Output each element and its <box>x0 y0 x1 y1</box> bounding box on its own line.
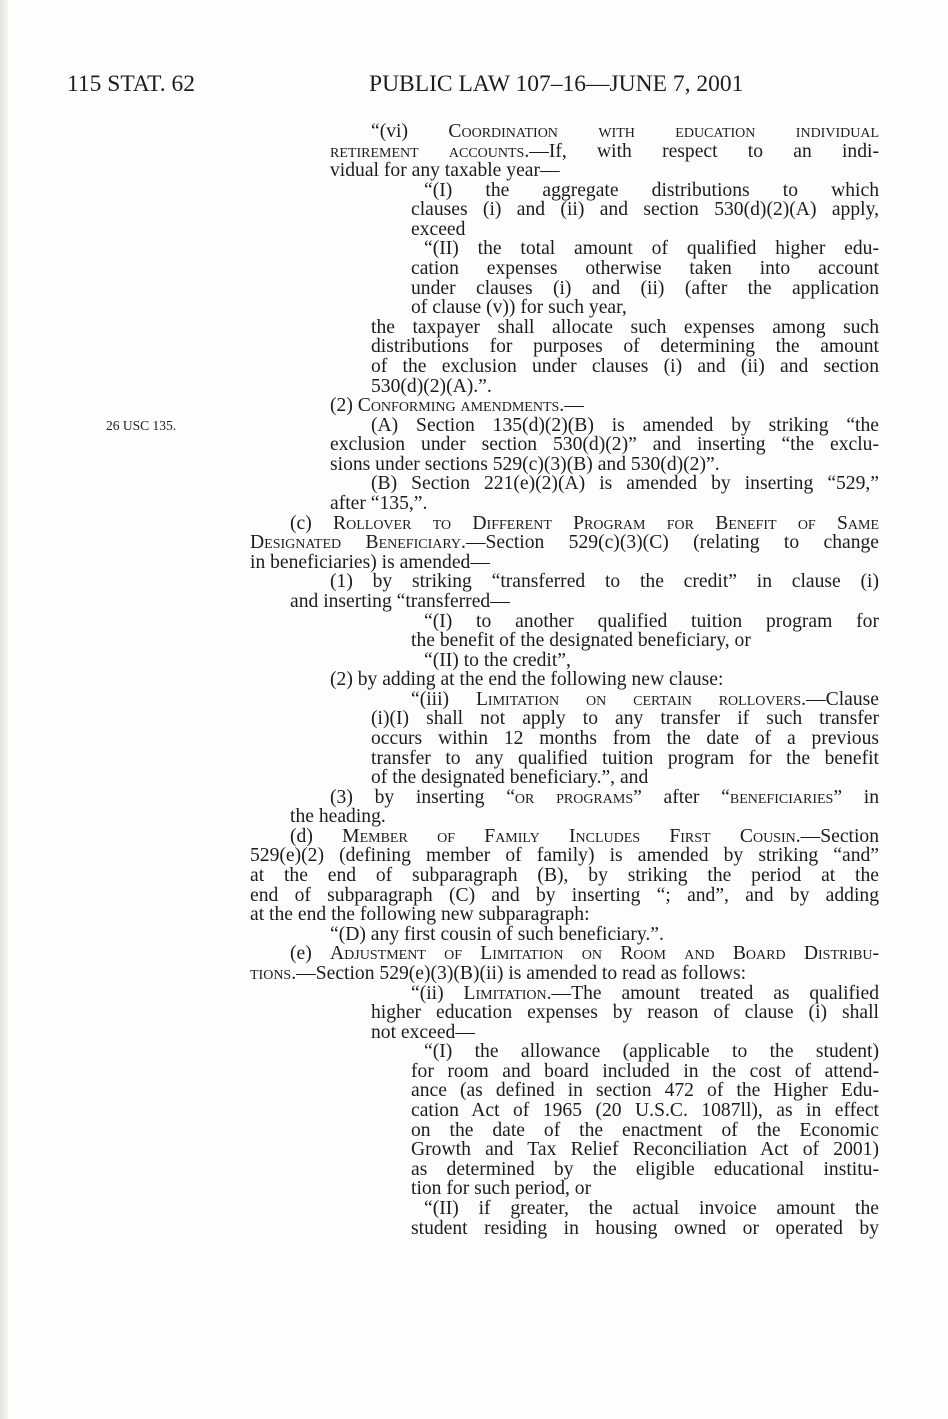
text-line: of clause (v)) for such year, <box>411 297 627 318</box>
text-line: the heading. <box>290 806 386 827</box>
text-line: the taxpayer shall allocate such expenses among such <box>371 317 879 338</box>
text-line: on the date of the enactment of the Economic <box>411 1120 879 1141</box>
text-line: (d) Member of Family Includes First Cousin.—Section <box>290 826 879 847</box>
text-line: tion for such period, or <box>411 1178 592 1199</box>
margin-note: 26 USC 135. <box>106 418 177 433</box>
text-line: retirement accounts.—If, with respect to an indi- <box>330 141 879 162</box>
text-line: in beneficiaries) is amended— <box>250 552 490 573</box>
text-line: at the end of subparagraph (B), by striking the period at the <box>250 865 879 886</box>
text-line: distributions for purposes of determining the amount <box>371 336 879 357</box>
text-line: “(D) any first cousin of such beneficiary.”. <box>330 924 664 945</box>
text-line: vidual for any taxable year— <box>330 160 560 181</box>
text-line: (c) Rollover to Different Program for Benefit of Same <box>290 513 879 534</box>
text-line: tions.—Section 529(e)(3)(B)(ii) is amended to read as follows: <box>250 963 747 984</box>
text-line: sions under sections 529(c)(3)(B) and 530(d)(2)”. <box>330 454 720 475</box>
text-line: (2) by adding at the end the following new clause: <box>330 669 724 690</box>
text-line: “(I) the allowance (applicable to the student) <box>424 1041 879 1062</box>
text-line: exclusion under section 530(d)(2)” and inserting “the exclu- <box>330 434 879 455</box>
text-line: of the exclusion under clauses (i) and (ii) and section <box>371 356 879 377</box>
text-line: higher education expenses by reason of clause (i) shall <box>371 1002 879 1023</box>
text-line: 529(e)(2) (defining member of family) is amended by striking “and” <box>250 845 879 866</box>
text-line: occurs within 12 months from the date of a previous <box>371 728 879 749</box>
text-line: “(II) if greater, the actual invoice amount the <box>424 1198 879 1219</box>
text-line: “(I) to another qualified tuition program for <box>424 611 879 632</box>
text-line: cation Act of 1965 (20 U.S.C. 1087ll), as in effect <box>411 1100 879 1121</box>
text-line: “(II) to the credit”, <box>424 650 571 671</box>
text-line: not exceed— <box>371 1022 475 1043</box>
text-line: transfer to any qualified tuition program for the benefit <box>371 748 879 769</box>
page-number: 115 STAT. 62 <box>67 71 196 97</box>
text-line: cation expenses otherwise taken into account <box>411 258 879 279</box>
text-line: clauses (i) and (ii) and section 530(d)(2)(A) apply, <box>411 199 879 220</box>
text-line: Designated Beneficiary.—Section 529(c)(3)(C) (relating to change <box>250 532 879 553</box>
text-line: under clauses (i) and (ii) (after the application <box>411 278 879 299</box>
text-line: and inserting “transferred— <box>290 591 510 612</box>
text-line: (1) by striking “transferred to the credit” in clause (i) <box>330 571 879 592</box>
text-line: “(iii) Limitation on certain rollovers.—Clause <box>411 689 879 710</box>
text-line: (e) Adjustment of Limitation on Room and Board Distribu- <box>290 943 879 964</box>
text-line: (i)(I) shall not apply to any transfer if such transfer <box>371 708 879 729</box>
text-line: at the end the following new subparagraph: <box>250 904 590 925</box>
text-line: exceed <box>411 219 466 240</box>
text-line: the benefit of the designated beneficiary, or <box>411 630 751 651</box>
text-line: 530(d)(2)(A).”. <box>371 376 492 397</box>
text-line: (B) Section 221(e)(2)(A) is amended by inserting “529,” <box>371 473 879 494</box>
text-line: (A) Section 135(d)(2)(B) is amended by striking “the <box>371 415 879 436</box>
text-line: ance (as defined in section 472 of the Higher Edu- <box>411 1080 879 1101</box>
text-line: of the designated beneficiary.”, and <box>371 767 649 788</box>
text-line: (3) by inserting “or programs” after “beneficiaries” in <box>330 787 879 808</box>
text-line: for room and board included in the cost of attend- <box>411 1061 879 1082</box>
text-line: as determined by the eligible educational institu- <box>411 1159 879 1180</box>
text-line: student residing in housing owned or operated by <box>411 1218 879 1239</box>
text-line: end of subparagraph (C) and by inserting “; and”, and by adding <box>250 885 879 906</box>
text-line: “(ii) Limitation.—The amount treated as qualified <box>411 983 879 1004</box>
text-line: “(II) the total amount of qualified higher edu- <box>424 238 879 259</box>
scan-edge <box>0 0 8 1419</box>
text-line: Growth and Tax Relief Reconciliation Act of 2001) <box>411 1139 879 1160</box>
text-line: “(I) the aggregate distributions to which <box>424 180 879 201</box>
text-line: (2) Conforming amendments.— <box>330 395 584 416</box>
text-line: “(vi) Coordination with education individual <box>371 121 879 142</box>
running-head: PUBLIC LAW 107–16—JUNE 7, 2001 <box>369 71 744 97</box>
text-line: after “135,”. <box>330 493 428 514</box>
